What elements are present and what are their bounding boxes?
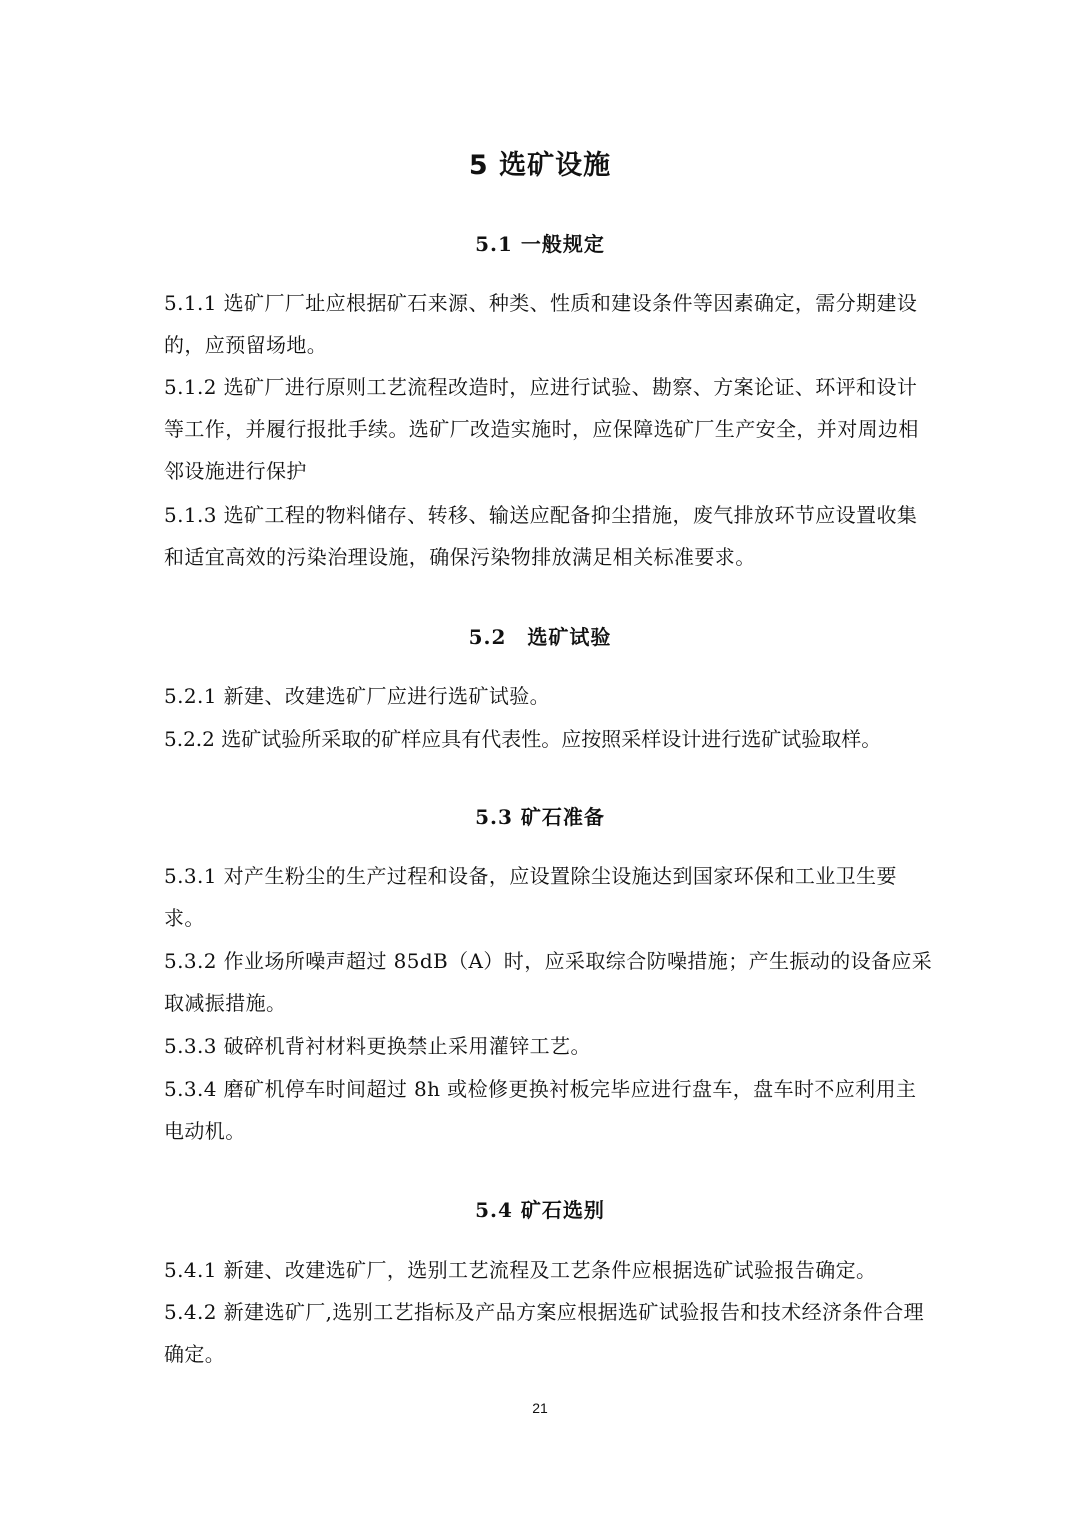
paragraph-5-2-1: 5.2.1 新建、改建选矿厂应进行选矿试验。 (164, 684, 551, 708)
section-title-5-2: 5.2 选矿试验 (468, 625, 612, 649)
paragraph-5-4-1: 5.4.1 新建、改建选矿厂，选别工艺流程及工艺条件应根据选矿试验报告确定。 (164, 1258, 877, 1282)
paragraph-5-1-3: 5.1.3 选矿工程的物料储存、转移、输送应配备抑尘措施，废气排放环节应设置收集和适宜高效的污染治理设施，确保污染物排放满足相关标准要求。 (164, 503, 918, 569)
paragraph-5-3-2: 5.3.2 作业场所噪声超过 85dB（A）时，应采取综合防噪措施；产生振动的设备应采取减振措施。 (164, 949, 933, 1015)
paragraph-5-1-2: 5.1.2 选矿厂进行原则工艺流程改造时，应进行试验、勘察、方案论证、环评和设计等工作，并履行报批手续。选矿厂改造实施时，应保障选矿厂生产安全，并对周边相邻设施进行保护 (164, 375, 919, 483)
paragraph-5-3-3: 5.3.3 破碎机背衬材料更换禁止采用灌锌工艺。 (164, 1034, 591, 1058)
paragraph-5-4-2: 5.4.2 新建选矿厂,选别工艺指标及产品方案应根据选矿试验报告和技术经济条件合理确定。 (164, 1300, 925, 1366)
paragraph-5-3-1: 5.3.1 对产生粉尘的生产过程和设备，应设置除尘设施达到国家环保和工业卫生要求。 (164, 864, 897, 930)
section-title-5-3: 5.3 矿石准备 (475, 805, 605, 829)
section-title-5-4: 5.4 矿石选别 (475, 1198, 605, 1222)
paragraph-5-1-1: 5.1.1 选矿厂厂址应根据矿石来源、种类、性质和建设条件等因素确定，需分期建设的，应预留场地。 (164, 291, 918, 357)
section-title-5-1: 5.1 一般规定 (475, 232, 605, 256)
chapter-title: 5 选矿设施 (468, 150, 612, 181)
page-number: 21 (532, 1400, 548, 1416)
paragraph-5-2-2: 5.2.2 选矿试验所采取的矿样应具有代表性。应按照采样设计进行选矿试验取样。 (164, 727, 882, 751)
paragraph-5-3-4: 5.3.4 磨矿机停车时间超过 8h 或检修更换衬板完毕应进行盘车，盘车时不应利用主电动机。 (164, 1077, 917, 1143)
